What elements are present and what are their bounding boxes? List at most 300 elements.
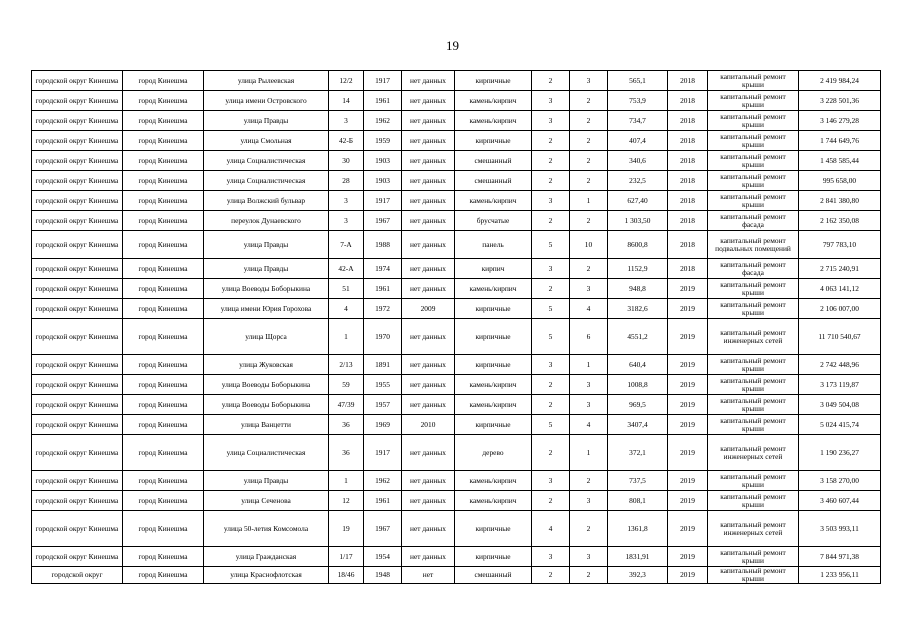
- municipality-cell: городской округ Кинешма: [32, 299, 123, 319]
- plan-year-cell: 2019: [668, 355, 708, 375]
- floors-cell: 3: [532, 471, 570, 491]
- cost-cell: 3 228 501,36: [799, 91, 881, 111]
- area-cell: 640,4: [608, 355, 668, 375]
- plan-year-cell: 2019: [668, 375, 708, 395]
- overhaul-year-cell: нет данных: [402, 151, 455, 171]
- plan-year-cell: 2018: [668, 91, 708, 111]
- wall-material-cell: смешанный: [455, 151, 532, 171]
- table-row: [32, 491, 881, 511]
- build-year-cell: 1962: [364, 111, 402, 131]
- entrances-cell: 1: [570, 191, 608, 211]
- cost-cell: 4 063 141,12: [799, 279, 881, 299]
- house-number-cell: 7-А: [329, 231, 364, 259]
- plan-year-cell: 2018: [668, 191, 708, 211]
- cost-cell: 3 173 119,87: [799, 375, 881, 395]
- street-cell: улица Социалистическая: [204, 171, 329, 191]
- municipality-cell: городской округ Кинешма: [32, 111, 123, 131]
- entrances-cell: 2: [570, 211, 608, 231]
- table-row: [32, 91, 881, 111]
- work-type-cell: капитальный ремонт крыши: [708, 191, 799, 211]
- area-cell: 4551,2: [608, 319, 668, 355]
- cost-cell: 3 049 504,08: [799, 395, 881, 415]
- overhaul-year-cell: нет данных: [402, 279, 455, 299]
- municipality-cell: городской округ Кинешма: [32, 279, 123, 299]
- settlement-cell: город Кинешма: [123, 471, 204, 491]
- plan-year-cell: 2018: [668, 231, 708, 259]
- municipality-cell: городской округ: [32, 567, 123, 584]
- cost-cell: 797 783,10: [799, 231, 881, 259]
- overhaul-year-cell: нет данных: [402, 547, 455, 567]
- overhaul-year-cell: нет данных: [402, 171, 455, 191]
- plan-year-cell: 2018: [668, 151, 708, 171]
- floors-cell: 3: [532, 355, 570, 375]
- plan-year-cell: 2019: [668, 319, 708, 355]
- area-cell: 407,4: [608, 131, 668, 151]
- work-type-cell: капитальный ремонт крыши: [708, 547, 799, 567]
- house-number-cell: 14: [329, 91, 364, 111]
- build-year-cell: 1967: [364, 211, 402, 231]
- house-number-cell: 42-А: [329, 259, 364, 279]
- house-number-cell: 59: [329, 375, 364, 395]
- work-type-cell: капитальный ремонт инженерных сетей: [708, 319, 799, 355]
- plan-year-cell: 2019: [668, 567, 708, 584]
- street-cell: улица Воеводы Боборыкина: [204, 375, 329, 395]
- floors-cell: 2: [532, 131, 570, 151]
- area-cell: 232,5: [608, 171, 668, 191]
- overhaul-year-cell: нет данных: [402, 319, 455, 355]
- house-number-cell: 1/17: [329, 547, 364, 567]
- settlement-cell: город Кинешма: [123, 91, 204, 111]
- table-row: [32, 279, 881, 299]
- entrances-cell: 3: [570, 547, 608, 567]
- plan-year-cell: 2019: [668, 279, 708, 299]
- work-type-cell: капитальный ремонт крыши: [708, 151, 799, 171]
- area-cell: 1361,8: [608, 511, 668, 547]
- house-number-cell: 1: [329, 471, 364, 491]
- settlement-cell: город Кинешма: [123, 511, 204, 547]
- cost-cell: 2 715 240,91: [799, 259, 881, 279]
- table-row: [32, 171, 881, 191]
- municipality-cell: городской округ Кинешма: [32, 471, 123, 491]
- house-number-cell: 2/13: [329, 355, 364, 375]
- work-type-cell: капитальный ремонт фасада: [708, 211, 799, 231]
- wall-material-cell: камень/кирпич: [455, 91, 532, 111]
- entrances-cell: 3: [570, 395, 608, 415]
- plan-year-cell: 2019: [668, 435, 708, 471]
- build-year-cell: 1970: [364, 319, 402, 355]
- settlement-cell: город Кинешма: [123, 299, 204, 319]
- work-type-cell: капитальный ремонт крыши: [708, 71, 799, 91]
- municipality-cell: городской округ Кинешма: [32, 91, 123, 111]
- house-number-cell: 19: [329, 511, 364, 547]
- table-row: [32, 191, 881, 211]
- street-cell: улица Правды: [204, 111, 329, 131]
- settlement-cell: город Кинешма: [123, 355, 204, 375]
- house-number-cell: 4: [329, 299, 364, 319]
- house-number-cell: 47/39: [329, 395, 364, 415]
- wall-material-cell: кирпичные: [455, 547, 532, 567]
- work-type-cell: капитальный ремонт крыши: [708, 299, 799, 319]
- entrances-cell: 3: [570, 375, 608, 395]
- overhaul-year-cell: нет данных: [402, 511, 455, 547]
- page-number: 19: [446, 38, 459, 53]
- area-cell: 392,3: [608, 567, 668, 584]
- street-cell: улица Краснофлотская: [204, 567, 329, 584]
- settlement-cell: город Кинешма: [123, 375, 204, 395]
- plan-year-cell: 2018: [668, 111, 708, 131]
- build-year-cell: 1961: [364, 491, 402, 511]
- wall-material-cell: кирпич: [455, 259, 532, 279]
- table-row: [32, 547, 881, 567]
- plan-year-cell: 2019: [668, 511, 708, 547]
- wall-material-cell: кирпичные: [455, 511, 532, 547]
- wall-material-cell: смешанный: [455, 567, 532, 584]
- work-type-cell: капитальный ремонт крыши: [708, 415, 799, 435]
- municipality-cell: городской округ Кинешма: [32, 191, 123, 211]
- area-cell: 808,1: [608, 491, 668, 511]
- table-row: [32, 415, 881, 435]
- floors-cell: 5: [532, 231, 570, 259]
- cost-cell: 2 106 007,00: [799, 299, 881, 319]
- overhaul-year-cell: нет данных: [402, 435, 455, 471]
- build-year-cell: 1917: [364, 435, 402, 471]
- settlement-cell: город Кинешма: [123, 111, 204, 131]
- wall-material-cell: камень/кирпич: [455, 375, 532, 395]
- plan-year-cell: 2018: [668, 211, 708, 231]
- cost-cell: 3 460 607,44: [799, 491, 881, 511]
- municipality-cell: городской округ Кинешма: [32, 395, 123, 415]
- settlement-cell: город Кинешма: [123, 319, 204, 355]
- municipality-cell: городской округ Кинешма: [32, 547, 123, 567]
- entrances-cell: 2: [570, 131, 608, 151]
- cost-cell: 995 658,00: [799, 171, 881, 191]
- plan-year-cell: 2019: [668, 415, 708, 435]
- table-row: [32, 151, 881, 171]
- entrances-cell: 2: [570, 567, 608, 584]
- wall-material-cell: кирпичные: [455, 415, 532, 435]
- overhaul-year-cell: нет данных: [402, 111, 455, 131]
- street-cell: улица 50-летия Комсомола: [204, 511, 329, 547]
- work-type-cell: капитальный ремонт крыши: [708, 491, 799, 511]
- work-type-cell: капитальный ремонт крыши: [708, 395, 799, 415]
- table-row: [32, 471, 881, 491]
- area-cell: 948,8: [608, 279, 668, 299]
- area-cell: 565,1: [608, 71, 668, 91]
- build-year-cell: 1948: [364, 567, 402, 584]
- area-cell: 1152,9: [608, 259, 668, 279]
- cost-cell: 1 233 956,11: [799, 567, 881, 584]
- floors-cell: 2: [532, 279, 570, 299]
- floors-cell: 2: [532, 567, 570, 584]
- build-year-cell: 1961: [364, 279, 402, 299]
- area-cell: 753,9: [608, 91, 668, 111]
- build-year-cell: 1967: [364, 511, 402, 547]
- wall-material-cell: кирпичные: [455, 355, 532, 375]
- entrances-cell: 4: [570, 299, 608, 319]
- cost-cell: 2 742 448,96: [799, 355, 881, 375]
- municipality-cell: городской округ Кинешма: [32, 355, 123, 375]
- work-type-cell: капитальный ремонт инженерных сетей: [708, 435, 799, 471]
- floors-cell: 5: [532, 319, 570, 355]
- build-year-cell: 1969: [364, 415, 402, 435]
- table-row: [32, 211, 881, 231]
- work-type-cell: капитальный ремонт подвальных помещений: [708, 231, 799, 259]
- overhaul-year-cell: 2010: [402, 415, 455, 435]
- work-type-cell: капитальный ремонт инженерных сетей: [708, 511, 799, 547]
- floors-cell: 3: [532, 191, 570, 211]
- cost-cell: 5 024 415,74: [799, 415, 881, 435]
- overhaul-year-cell: нет данных: [402, 191, 455, 211]
- build-year-cell: 1974: [364, 259, 402, 279]
- entrances-cell: 3: [570, 71, 608, 91]
- settlement-cell: город Кинешма: [123, 71, 204, 91]
- settlement-cell: город Кинешма: [123, 211, 204, 231]
- floors-cell: 2: [532, 435, 570, 471]
- entrances-cell: 1: [570, 355, 608, 375]
- wall-material-cell: кирпичные: [455, 299, 532, 319]
- house-number-cell: 36: [329, 415, 364, 435]
- house-number-cell: 12: [329, 491, 364, 511]
- area-cell: 3407,4: [608, 415, 668, 435]
- overhaul-year-cell: нет данных: [402, 259, 455, 279]
- build-year-cell: 1903: [364, 171, 402, 191]
- settlement-cell: город Кинешма: [123, 151, 204, 171]
- cost-cell: 2 162 350,08: [799, 211, 881, 231]
- house-number-cell: 36: [329, 435, 364, 471]
- area-cell: 969,5: [608, 395, 668, 415]
- entrances-cell: 2: [570, 511, 608, 547]
- street-cell: улица Воеводы Боборыкина: [204, 279, 329, 299]
- work-type-cell: капитальный ремонт крыши: [708, 375, 799, 395]
- street-cell: улица Правды: [204, 231, 329, 259]
- plan-year-cell: 2018: [668, 171, 708, 191]
- floors-cell: 2: [532, 151, 570, 171]
- build-year-cell: 1988: [364, 231, 402, 259]
- floors-cell: 2: [532, 375, 570, 395]
- floors-cell: 2: [532, 395, 570, 415]
- wall-material-cell: камень/кирпич: [455, 191, 532, 211]
- municipality-cell: городской округ Кинешма: [32, 415, 123, 435]
- settlement-cell: город Кинешма: [123, 395, 204, 415]
- work-type-cell: капитальный ремонт крыши: [708, 471, 799, 491]
- area-cell: 737,5: [608, 471, 668, 491]
- cost-cell: 2 841 380,80: [799, 191, 881, 211]
- house-number-cell: 3: [329, 111, 364, 131]
- table-row: [32, 299, 881, 319]
- overhaul-year-cell: нет данных: [402, 395, 455, 415]
- overhaul-year-cell: 2009: [402, 299, 455, 319]
- cost-cell: 1 190 236,27: [799, 435, 881, 471]
- table-row: [32, 319, 881, 355]
- build-year-cell: 1917: [364, 71, 402, 91]
- work-type-cell: капитальный ремонт крыши: [708, 567, 799, 584]
- overhaul-year-cell: нет: [402, 567, 455, 584]
- entrances-cell: 6: [570, 319, 608, 355]
- table-row: [32, 231, 881, 259]
- entrances-cell: 4: [570, 415, 608, 435]
- entrances-cell: 2: [570, 471, 608, 491]
- table-row: [32, 131, 881, 151]
- wall-material-cell: кирпичные: [455, 319, 532, 355]
- cost-cell: 3 158 270,00: [799, 471, 881, 491]
- settlement-cell: город Кинешма: [123, 191, 204, 211]
- table-row: [32, 395, 881, 415]
- street-cell: переулок Дунаевского: [204, 211, 329, 231]
- area-cell: 1 303,50: [608, 211, 668, 231]
- plan-year-cell: 2018: [668, 71, 708, 91]
- cost-cell: 11 710 540,67: [799, 319, 881, 355]
- work-type-cell: капитальный ремонт крыши: [708, 279, 799, 299]
- entrances-cell: 2: [570, 171, 608, 191]
- table-row: [32, 567, 881, 584]
- overhaul-year-cell: нет данных: [402, 71, 455, 91]
- street-cell: улица Ванцетти: [204, 415, 329, 435]
- municipality-cell: городской округ Кинешма: [32, 259, 123, 279]
- street-cell: улица Социалистическая: [204, 151, 329, 171]
- wall-material-cell: камень/кирпич: [455, 111, 532, 131]
- plan-year-cell: 2018: [668, 259, 708, 279]
- table-row: [32, 111, 881, 131]
- municipality-cell: городской округ Кинешма: [32, 231, 123, 259]
- entrances-cell: 10: [570, 231, 608, 259]
- wall-material-cell: смешанный: [455, 171, 532, 191]
- wall-material-cell: панель: [455, 231, 532, 259]
- build-year-cell: 1903: [364, 151, 402, 171]
- settlement-cell: город Кинешма: [123, 279, 204, 299]
- work-type-cell: капитальный ремонт фасада: [708, 259, 799, 279]
- table-row: [32, 71, 881, 91]
- house-number-cell: 3: [329, 191, 364, 211]
- entrances-cell: 1: [570, 435, 608, 471]
- house-number-cell: 1: [329, 319, 364, 355]
- plan-year-cell: 2019: [668, 395, 708, 415]
- municipality-cell: городской округ Кинешма: [32, 491, 123, 511]
- municipality-cell: городской округ Кинешма: [32, 151, 123, 171]
- house-number-cell: 3: [329, 211, 364, 231]
- housing-repair-table: [31, 70, 881, 584]
- overhaul-year-cell: нет данных: [402, 211, 455, 231]
- house-number-cell: 30: [329, 151, 364, 171]
- street-cell: улица Жуковская: [204, 355, 329, 375]
- wall-material-cell: кирпичные: [455, 131, 532, 151]
- wall-material-cell: камень/кирпич: [455, 395, 532, 415]
- street-cell: улица Правды: [204, 471, 329, 491]
- overhaul-year-cell: нет данных: [402, 231, 455, 259]
- municipality-cell: городской округ Кинешма: [32, 375, 123, 395]
- overhaul-year-cell: нет данных: [402, 355, 455, 375]
- street-cell: улица Воеводы Боборыкина: [204, 395, 329, 415]
- settlement-cell: город Кинешма: [123, 171, 204, 191]
- cost-cell: 3 146 279,28: [799, 111, 881, 131]
- area-cell: 340,6: [608, 151, 668, 171]
- plan-year-cell: 2019: [668, 547, 708, 567]
- build-year-cell: 1959: [364, 131, 402, 151]
- wall-material-cell: дерево: [455, 435, 532, 471]
- house-number-cell: 18/46: [329, 567, 364, 584]
- wall-material-cell: брусчатые: [455, 211, 532, 231]
- build-year-cell: 1962: [364, 471, 402, 491]
- floors-cell: 5: [532, 299, 570, 319]
- settlement-cell: город Кинешма: [123, 231, 204, 259]
- build-year-cell: 1917: [364, 191, 402, 211]
- area-cell: 372,1: [608, 435, 668, 471]
- settlement-cell: город Кинешма: [123, 415, 204, 435]
- table-row: [32, 435, 881, 471]
- overhaul-year-cell: нет данных: [402, 471, 455, 491]
- plan-year-cell: 2019: [668, 491, 708, 511]
- entrances-cell: 2: [570, 259, 608, 279]
- build-year-cell: 1961: [364, 91, 402, 111]
- build-year-cell: 1954: [364, 547, 402, 567]
- municipality-cell: городской округ Кинешма: [32, 211, 123, 231]
- house-number-cell: 42-Б: [329, 131, 364, 151]
- house-number-cell: 28: [329, 171, 364, 191]
- settlement-cell: город Кинешма: [123, 547, 204, 567]
- area-cell: 3182,6: [608, 299, 668, 319]
- house-number-cell: 51: [329, 279, 364, 299]
- street-cell: улица имени Островского: [204, 91, 329, 111]
- floors-cell: 5: [532, 415, 570, 435]
- cost-cell: 7 844 971,38: [799, 547, 881, 567]
- area-cell: 1831,91: [608, 547, 668, 567]
- settlement-cell: город Кинешма: [123, 567, 204, 584]
- overhaul-year-cell: нет данных: [402, 491, 455, 511]
- area-cell: 8600,8: [608, 231, 668, 259]
- work-type-cell: капитальный ремонт крыши: [708, 111, 799, 131]
- floors-cell: 3: [532, 91, 570, 111]
- municipality-cell: городской округ Кинешма: [32, 435, 123, 471]
- entrances-cell: 3: [570, 279, 608, 299]
- wall-material-cell: камень/кирпич: [455, 279, 532, 299]
- entrances-cell: 2: [570, 111, 608, 131]
- floors-cell: 3: [532, 111, 570, 131]
- build-year-cell: 1955: [364, 375, 402, 395]
- street-cell: улица Волжский бульвар: [204, 191, 329, 211]
- table-row: [32, 259, 881, 279]
- municipality-cell: городской округ Кинешма: [32, 71, 123, 91]
- entrances-cell: 2: [570, 151, 608, 171]
- work-type-cell: капитальный ремонт крыши: [708, 171, 799, 191]
- overhaul-year-cell: нет данных: [402, 91, 455, 111]
- work-type-cell: капитальный ремонт крыши: [708, 355, 799, 375]
- street-cell: улица Правды: [204, 259, 329, 279]
- wall-material-cell: камень/кирпич: [455, 471, 532, 491]
- street-cell: улица Смольная: [204, 131, 329, 151]
- area-cell: 734,7: [608, 111, 668, 131]
- plan-year-cell: 2019: [668, 471, 708, 491]
- floors-cell: 2: [532, 491, 570, 511]
- floors-cell: 4: [532, 511, 570, 547]
- table-row: [32, 355, 881, 375]
- cost-cell: 1 458 585,44: [799, 151, 881, 171]
- overhaul-year-cell: нет данных: [402, 375, 455, 395]
- wall-material-cell: кирпичные: [455, 71, 532, 91]
- build-year-cell: 1972: [364, 299, 402, 319]
- municipality-cell: городской округ Кинешма: [32, 319, 123, 355]
- work-type-cell: капитальный ремонт крыши: [708, 131, 799, 151]
- build-year-cell: 1957: [364, 395, 402, 415]
- municipality-cell: городской округ Кинешма: [32, 511, 123, 547]
- settlement-cell: город Кинешма: [123, 435, 204, 471]
- street-cell: улица Щорса: [204, 319, 329, 355]
- floors-cell: 3: [532, 547, 570, 567]
- entrances-cell: 2: [570, 91, 608, 111]
- cost-cell: 2 419 984,24: [799, 71, 881, 91]
- entrances-cell: 3: [570, 491, 608, 511]
- street-cell: улица имени Юрия Горохова: [204, 299, 329, 319]
- table-row: [32, 375, 881, 395]
- build-year-cell: 1891: [364, 355, 402, 375]
